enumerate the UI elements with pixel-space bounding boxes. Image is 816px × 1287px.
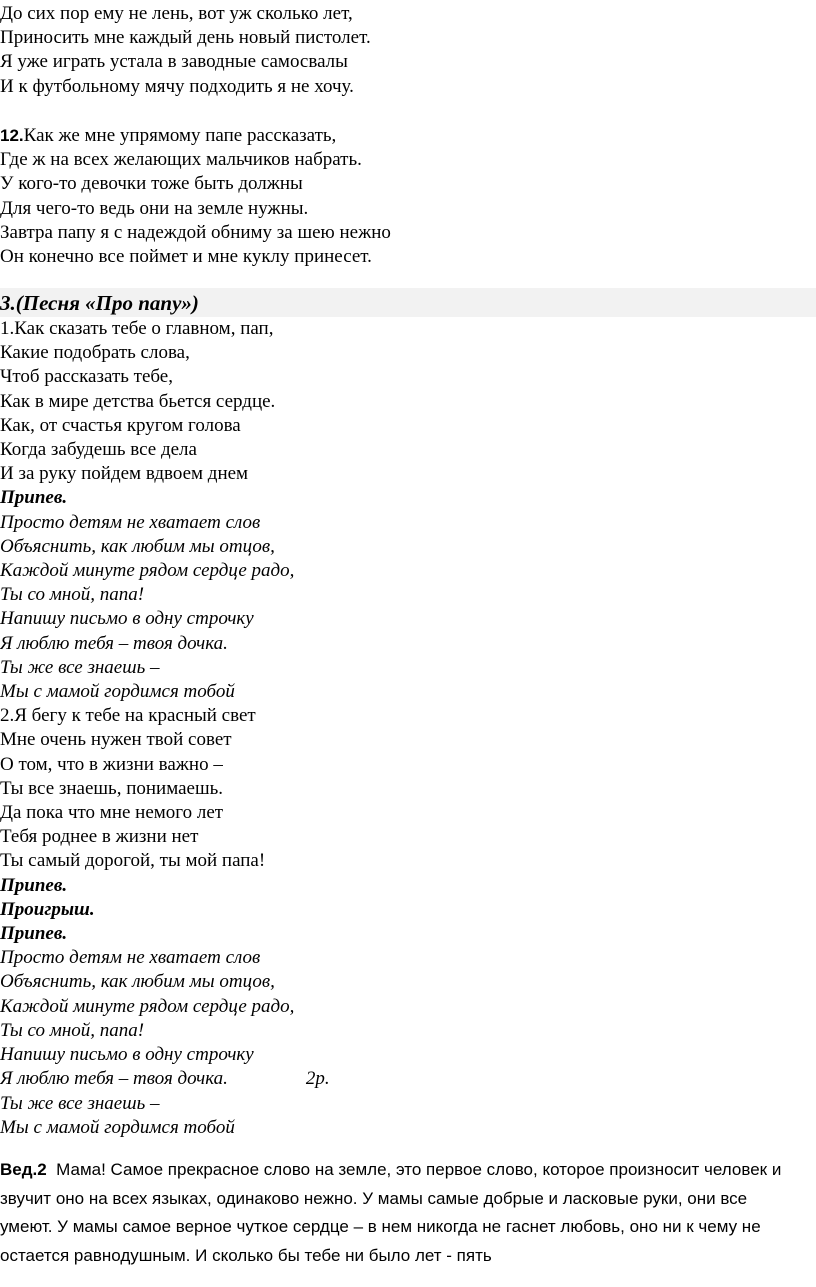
paragraph-text: Мама! Самое прекрасное слово на земле, это первое слово, которое произносит человек и xyxy=(46,1160,782,1179)
verse-line: Я уже играть устала в заводные самосвалы xyxy=(0,51,348,73)
verse-line: О том, что в жизни важно – xyxy=(0,753,223,775)
verse-line: 2.Я бегу к тебе на красный свет xyxy=(0,705,256,727)
chorus-line: Каждой минуте рядом сердце радо, xyxy=(0,995,295,1017)
verse-line: Для чего-то ведь они на земле нужны. xyxy=(0,197,309,219)
chorus-line: Напишу письмо в одну строчку xyxy=(0,608,254,630)
chorus-line: Ты же все знаешь – xyxy=(0,656,160,678)
verse-line: Где ж на всех желающих мальчиков набрать. xyxy=(0,149,362,171)
interlude-label: Проигрыш. xyxy=(0,898,95,920)
verse-line: Ты самый дорогой, ты мой папа! xyxy=(0,850,266,872)
verse-line: Когда забудешь все дела xyxy=(0,439,197,461)
host2-paragraph xyxy=(0,1156,816,1270)
chorus-line: Ты же все знаешь – xyxy=(0,1092,160,1114)
verse-line: Да пока что мне немого лет xyxy=(0,802,224,824)
verse-line: Он конечно все поймет и мне куклу принесет. xyxy=(0,246,372,268)
verse-line-text: Как же мне упрямому папе рассказать, xyxy=(23,125,337,146)
verse-line xyxy=(0,124,391,148)
paragraph-line: остается равнодушным. И сколько бы тебе ни было лет - пять xyxy=(0,1245,492,1265)
chorus-label: Припев. xyxy=(0,923,68,945)
verse-line: 1.Как сказать тебе о главном, пап, xyxy=(0,318,274,339)
chorus-line: Каждой минуте рядом сердце радо, xyxy=(0,560,295,582)
chorus-line: Просто детям не хватает слов xyxy=(0,511,261,533)
paragraph-line xyxy=(0,1156,816,1185)
verse-line: Ты все знаешь, понимаешь. xyxy=(0,777,224,799)
chorus-label: Припев. xyxy=(0,487,68,509)
chorus-label: Припев. xyxy=(0,874,68,896)
chorus-line: Ты со мной, папа! xyxy=(0,1019,145,1041)
verse-12 xyxy=(0,124,391,269)
verse-line: Мне очень нужен твой совет xyxy=(0,729,232,751)
song-heading: 3.(Песня «Про папу») xyxy=(0,291,199,315)
verse-line: До сих пор ему не лень, вот уж сколько лет, xyxy=(0,3,353,24)
verse-number: 12. xyxy=(0,126,24,145)
verse-line: Завтра папу я с надеждой обниму за шею нежно xyxy=(0,221,391,243)
chorus-line: Мы с мамой гордимся тобой xyxy=(0,681,235,703)
verse-line: Тебя роднее в жизни нет xyxy=(0,826,199,848)
verse-top xyxy=(0,2,371,99)
verse-line: Чтоб рассказать тебе, xyxy=(0,366,173,388)
chorus-line xyxy=(0,1067,330,1091)
chorus-line: Напишу письмо в одну строчку xyxy=(0,1044,254,1066)
song-body xyxy=(0,317,330,1140)
verse-line: Какие подобрать слова, xyxy=(0,342,190,364)
chorus-line: Мы с мамой гордимся тобой xyxy=(0,1116,235,1138)
chorus-line: Объяснить, как любим мы отцов, xyxy=(0,971,275,993)
chorus-line: Просто детям не хватает слов xyxy=(0,947,261,969)
paragraph-line: звучит оно на всех языках, одинаково нежно. У мамы самые добрые и ласковые руки, они все xyxy=(0,1188,748,1208)
chorus-line: Я люблю тебя – твоя дочка. xyxy=(0,632,228,654)
repeat-mark: 2р. xyxy=(305,1068,330,1090)
verse-line: Как в мире детства бьется сердце. xyxy=(0,390,276,412)
chorus-line: Ты со мной, папа! xyxy=(0,584,145,606)
verse-line: У кого-то девочки тоже быть должны xyxy=(0,173,303,195)
paragraph-line: умеют. У мамы самое верное чуткое сердце – в нем никогда не гаснет любовь, оно ни к чему не xyxy=(0,1217,761,1237)
verse-line: И к футбольному мячу подходить я не хочу. xyxy=(0,75,354,97)
verse-line: И за руку пойдем вдвоем днем xyxy=(0,463,249,485)
speaker-label: Вед.2 xyxy=(0,1160,47,1179)
chorus-line: Объяснить, как любим мы отцов, xyxy=(0,535,275,557)
chorus-line-text: Я люблю тебя – твоя дочка. xyxy=(0,1068,228,1090)
verse-line: Приносить мне каждый день новый пистолет. xyxy=(0,27,371,49)
verse-line: Как, от счастья кругом голова xyxy=(0,414,241,436)
